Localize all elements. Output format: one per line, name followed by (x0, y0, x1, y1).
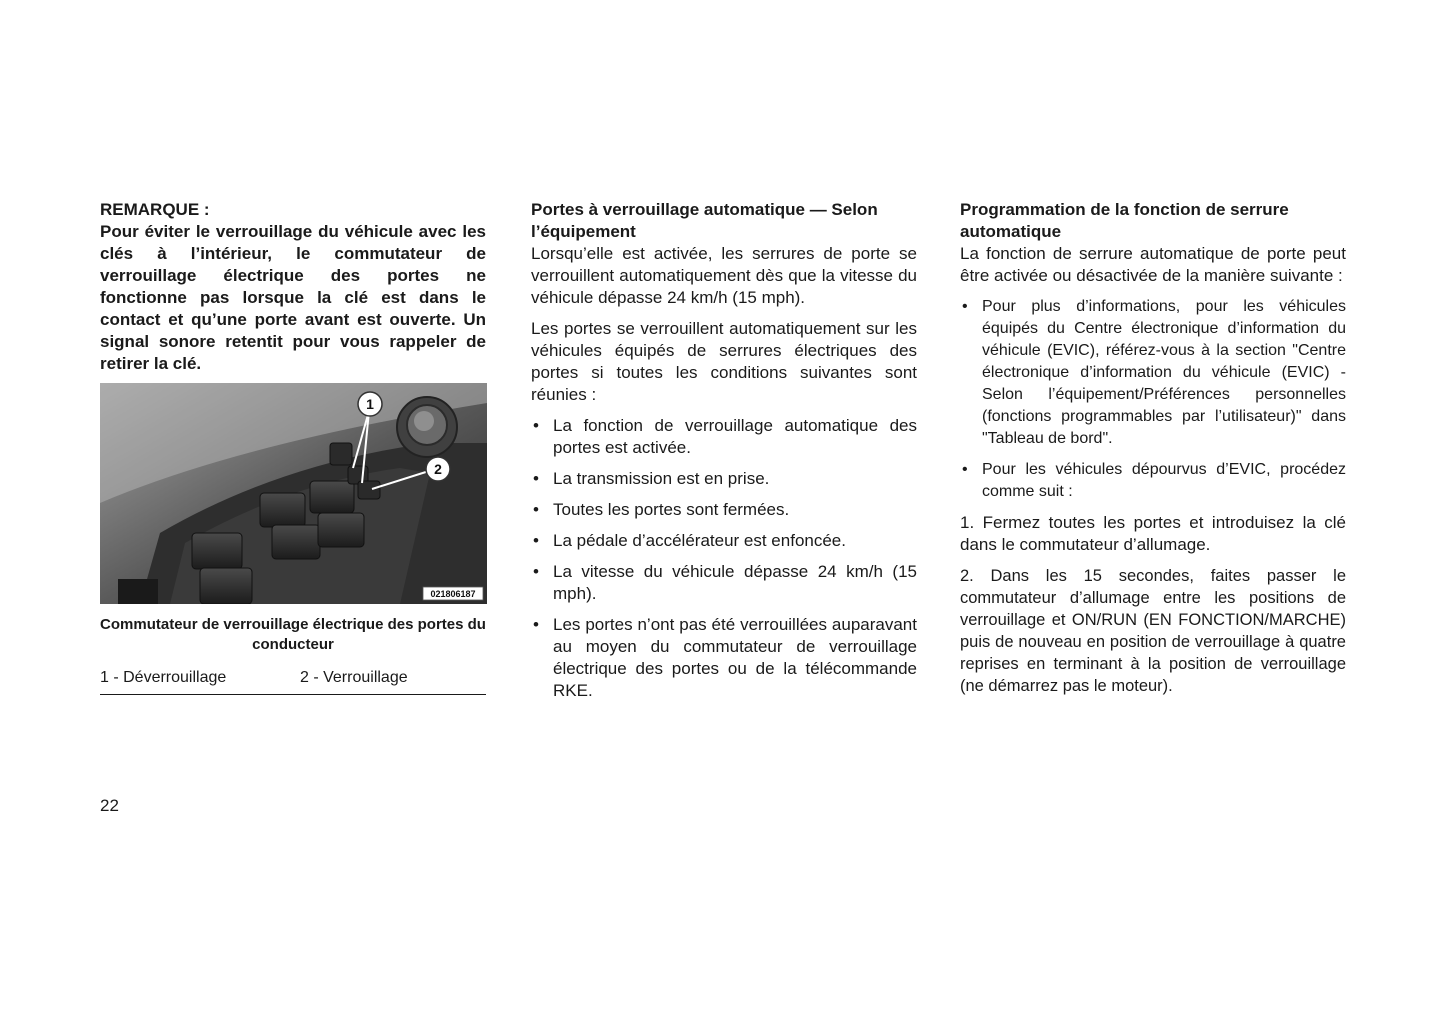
step-1: 1. Fermez toutes les portes et introduisez la clé dans le commutateur d’allumage. (960, 513, 1346, 554)
middle-column (531, 199, 917, 711)
legend-item-lock: 2 - Verrouillage (300, 669, 408, 686)
conditions-list (531, 415, 917, 702)
door-switch-figure (100, 383, 487, 604)
list-item: • Les portes n’ont pas été verrouillées auparavant au moyen du commutateur de verrouillage électrique des portes ou de la télécommande RKE. (533, 615, 917, 700)
step-2: 2. Dans les 15 secondes, faites passer le commutateur d’allumage entre les positions de verrouillage et ON/RUN (EN FONCTION/MARCHE) puis de nouveau en position de verrouillage à quatre reprises en terminant à la position de verrouillage (ne démarrez pas le moteur). (960, 567, 1346, 695)
paragraph: Lorsqu’elle est activée, les serrures de porte se verrouillent automatiquement dès que la vitesse du véhicule dépasse 24 km/h (15 mph). (531, 244, 917, 307)
figure-caption: Commutateur de verrouillage électrique des portes du conducteur (100, 616, 486, 653)
section-heading-programming: Programmation de la fonction de serrure automatique (960, 200, 1289, 241)
list-item: • Pour les véhicules dépourvus d’EVIC, procédez comme suit : (962, 461, 1346, 500)
list-item: • Toutes les portes sont fermées. (533, 500, 790, 519)
left-column (100, 199, 486, 695)
callout-2: 2 (434, 461, 442, 477)
list-item: • La pédale d’accélérateur est enfoncée. (533, 531, 846, 550)
paragraph: La fonction de serrure automatique de porte peut être activée ou désactivée de la manière suivante : (960, 244, 1346, 285)
list-item: • Pour plus d’informations, pour les véhicules équipés du Centre électronique d’information du véhicule (EVIC), référez-vous à la section "Centre électronique d’information du véhicule (EVIC) - Selon l’équipement/Préférences personnelles (fonctions programmables par l’utilisateur)" dans "Tableau de bord". (962, 298, 1346, 447)
info-list (960, 296, 1346, 503)
list-item: • La transmission est en prise. (533, 469, 770, 488)
section-heading-auto-lock: Portes à verrouillage automatique — Selon l’équipement (531, 200, 878, 241)
legend-item-unlock: 1 - Déverrouillage (100, 669, 227, 686)
note-title: REMARQUE : (100, 200, 210, 219)
callout-1: 1 (366, 396, 374, 412)
right-column (960, 199, 1346, 706)
door-panel-illustration (100, 383, 487, 604)
note-body: Pour éviter le verrouillage du véhicule avec les clés à l’intérieur, le commutateur de verrouillage électrique des portes ne fonctionne pas lorsque la clé est dans le contact et qu’une porte avant est ouverte. Un signal sonore retentit pour vous rappeler de retirer la clé. (100, 222, 486, 373)
figure-legend (100, 668, 486, 695)
list-item: • La fonction de verrouillage automatique des portes est activée. (533, 416, 917, 457)
page-number: 22 (100, 796, 119, 815)
paragraph: Les portes se verrouillent automatiquement sur les véhicules équipés de serrures électriques des portes si toutes les conditions suivantes sont réunies : (531, 319, 917, 404)
image-code: 021806187 (430, 589, 476, 599)
list-item: • La vitesse du véhicule dépasse 24 km/h (15 mph). (533, 562, 917, 603)
